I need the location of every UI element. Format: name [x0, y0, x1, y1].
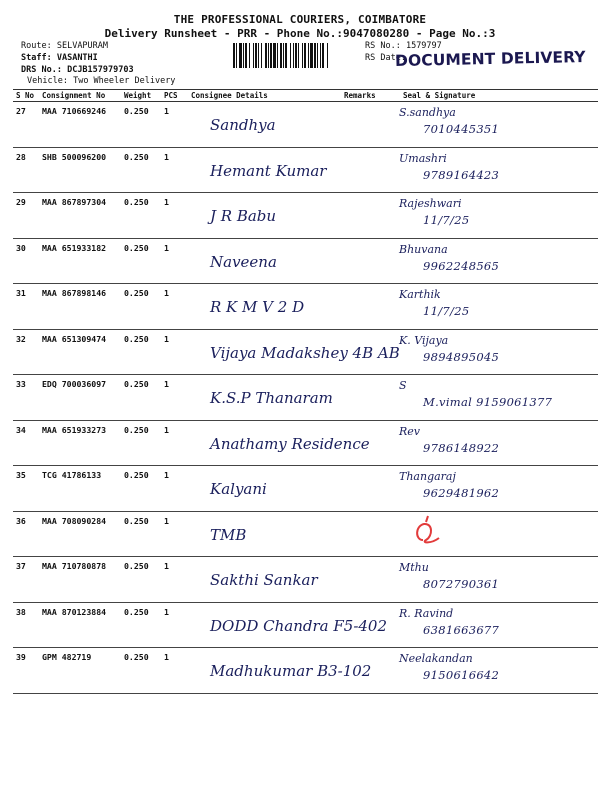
signature-cell	[381, 511, 598, 557]
signature-cell	[381, 329, 598, 375]
red-scribble-mark	[409, 514, 449, 550]
sno-cell: 31	[13, 284, 39, 330]
signature-handwriting: Karthik	[399, 288, 441, 301]
signature-cell	[381, 375, 598, 421]
table-row	[13, 284, 598, 330]
drs-label: DRS No.:	[21, 65, 62, 75]
consignee-handwriting: Naveena	[210, 252, 277, 271]
pcs-cell: 1	[161, 147, 188, 193]
table-row	[13, 329, 598, 375]
consignment-cell: MAA 710780878	[39, 557, 121, 603]
sno-cell: 33	[13, 375, 39, 421]
rs-no-value: 1579797	[405, 41, 442, 51]
consignee-handwriting: DODD Chandra F5-402	[210, 616, 388, 635]
consignment-cell: MAA 867897304	[39, 193, 121, 239]
consignee-cell	[188, 557, 341, 603]
pcs-cell: 1	[161, 602, 188, 648]
table-row	[13, 648, 598, 694]
pcs-cell: 1	[161, 648, 188, 694]
remarks-cell	[341, 375, 381, 421]
pcs-cell: 1	[161, 466, 188, 512]
consignee-cell	[188, 147, 341, 193]
signature-phone-handwriting: 9150616642	[423, 668, 500, 682]
signature-phone-handwriting: 11/7/25	[423, 304, 470, 318]
table-row	[13, 102, 598, 148]
weight-cell: 0.250	[121, 648, 161, 694]
consignee-cell	[188, 602, 388, 648]
signature-cell	[381, 602, 598, 648]
signature-handwriting: Thangaraj	[399, 470, 456, 483]
weight-cell: 0.250	[121, 375, 161, 421]
pcs-cell: 1	[161, 238, 188, 284]
route-label: Route:	[21, 41, 52, 51]
signature-cell	[381, 238, 598, 284]
sno-cell: 28	[13, 147, 39, 193]
signature-handwriting: S.sandhya	[399, 106, 456, 119]
signature-handwriting: Bhuvana	[399, 242, 448, 256]
consignee-cell	[188, 284, 341, 330]
remarks-cell	[341, 466, 381, 512]
table-row	[13, 420, 598, 466]
weight-cell: 0.250	[121, 466, 161, 512]
rs-date-label: RS Date:	[365, 53, 406, 63]
pcs-cell: 1	[161, 284, 188, 330]
signature-handwriting: K. Vijaya	[399, 333, 449, 347]
signature-phone-handwriting: 9962248565	[423, 258, 500, 273]
table-row	[13, 511, 598, 557]
table-row	[13, 466, 598, 512]
vehicle-label: Vehicle:	[27, 76, 68, 86]
sno-cell: 37	[13, 557, 39, 603]
consignment-cell: MAA 867898146	[39, 284, 121, 330]
consignee-cell	[188, 329, 400, 375]
sno-cell: 30	[13, 238, 39, 284]
sno-cell: 36	[13, 511, 39, 557]
weight-cell: 0.250	[121, 238, 161, 284]
consignment-cell: SHB 500096200	[39, 147, 121, 193]
col-header-consignment: Consignment No	[39, 90, 121, 102]
signature-handwriting: Rajeshwari	[399, 197, 462, 210]
signature-handwriting: Umashri	[399, 151, 447, 165]
table-row	[13, 193, 598, 239]
runsheet-title: Delivery Runsheet - PRR - Phone No.:9047080280 - Page No.:3	[104, 27, 496, 40]
weight-cell: 0.250	[121, 602, 161, 648]
weight-cell: 0.250	[121, 102, 161, 148]
consignee-cell	[188, 466, 341, 512]
consignee-handwriting: K.S.P Thanaram	[210, 389, 333, 407]
pcs-cell: 1	[161, 511, 188, 557]
remarks-cell	[341, 193, 381, 239]
signature-handwriting: S	[399, 379, 407, 392]
consignee-handwriting: Anathamy Residence	[210, 434, 370, 453]
consignee-cell	[188, 420, 370, 466]
consignment-cell: GPM 482719	[39, 648, 121, 694]
sno-cell: 34	[13, 420, 39, 466]
consignee-handwriting: J R Babu	[210, 207, 277, 225]
col-header-weight: Weight	[121, 90, 161, 102]
signature-handwriting: Rev	[399, 424, 421, 438]
table-row	[13, 147, 598, 193]
signature-handwriting: Neelakandan	[399, 652, 473, 665]
sno-cell: 35	[13, 466, 39, 512]
weight-cell: 0.250	[121, 284, 161, 330]
remarks-cell	[341, 238, 381, 284]
pcs-cell: 1	[161, 329, 188, 375]
signature-cell	[381, 557, 598, 603]
col-header-signature: Seal & Signature	[381, 90, 598, 102]
rs-no-label: RS No.:	[365, 41, 401, 51]
pcs-cell: 1	[161, 193, 188, 239]
consignee-handwriting: TMB	[210, 525, 247, 544]
consignee-cell	[188, 193, 341, 239]
drs-line	[21, 65, 134, 76]
remarks-cell	[341, 102, 381, 148]
signature-cell	[381, 147, 598, 193]
signature-phone-handwriting: 9786148922	[423, 440, 500, 455]
table-header-row	[13, 90, 598, 102]
col-header-pcs: PCS	[161, 90, 188, 102]
signature-cell	[381, 420, 598, 466]
signature-cell	[381, 648, 598, 694]
consignee-cell	[188, 238, 341, 284]
consignment-cell: MAA 651933182	[39, 238, 121, 284]
vehicle-value: Two Wheeler Delivery	[73, 76, 176, 86]
document-delivery-stamp: DOCUMENT DELIVERY	[394, 48, 586, 70]
consignee-handwriting: Sandhya	[210, 116, 276, 134]
signature-phone-handwriting: 8072790361	[423, 577, 500, 591]
pcs-cell: 1	[161, 420, 188, 466]
staff-value: VASANTHI	[56, 53, 98, 63]
consignment-cell: MAA 651933273	[39, 420, 121, 466]
staff-label: Staff:	[21, 53, 52, 63]
remarks-cell	[341, 557, 381, 603]
signature-phone-handwriting: 9629481962	[423, 486, 500, 500]
signature-cell	[381, 284, 598, 330]
consignee-cell	[188, 511, 341, 557]
table-row	[13, 557, 598, 603]
sno-cell: 27	[13, 102, 39, 148]
consignment-cell: MAA 708090284	[39, 511, 121, 557]
consignee-cell	[188, 102, 341, 148]
consignee-cell	[188, 375, 341, 421]
consignee-handwriting: Sakthi Sankar	[210, 571, 318, 589]
weight-cell: 0.250	[121, 511, 161, 557]
col-header-remarks: Remarks	[341, 90, 381, 102]
signature-phone-handwriting: 7010445351	[423, 122, 500, 136]
signature-handwriting: Mthu	[399, 561, 429, 574]
signature-phone-handwriting: 9894895045	[423, 349, 500, 364]
table-row	[13, 602, 598, 648]
consignee-cell	[188, 648, 372, 694]
consignee-handwriting: Vijaya Madakshey 4B AB	[210, 343, 400, 362]
signature-cell	[381, 193, 598, 239]
consignment-cell: TCG 41786133	[39, 466, 121, 512]
sno-cell: 38	[13, 602, 39, 648]
signature-cell	[381, 102, 598, 148]
table-row	[13, 375, 598, 421]
consignee-handwriting: R K M V 2 D	[210, 298, 305, 316]
signature-cell	[381, 466, 598, 512]
barcode-image	[233, 43, 361, 68]
signature-phone-handwriting: M.vimal 9159061377	[423, 395, 553, 409]
remarks-cell	[341, 284, 381, 330]
weight-cell: 0.250	[121, 329, 161, 375]
route-value: SELVAPURAM	[56, 41, 109, 51]
company-title: THE PROFESSIONAL COURIERS, COIMBATORE	[173, 13, 427, 26]
col-header-consignee: Consignee Details	[188, 90, 341, 102]
sno-cell: 29	[13, 193, 39, 239]
signature-handwriting: R. Ravind	[399, 606, 454, 620]
consignee-handwriting: Kalyani	[210, 480, 267, 498]
signature-phone-handwriting: 9789164423	[423, 167, 500, 182]
pcs-cell: 1	[161, 375, 188, 421]
weight-cell: 0.250	[121, 420, 161, 466]
weight-cell: 0.250	[121, 193, 161, 239]
sno-cell: 32	[13, 329, 39, 375]
weight-cell: 0.250	[121, 147, 161, 193]
consignment-cell: MAA 710669246	[39, 102, 121, 148]
pcs-cell: 1	[161, 102, 188, 148]
table-row	[13, 238, 598, 284]
route-line	[21, 41, 108, 52]
vehicle-line	[27, 76, 175, 87]
signature-phone-handwriting: 6381663677	[423, 622, 500, 637]
pcs-cell: 1	[161, 557, 188, 603]
consignee-handwriting: Madhukumar B3-102	[210, 662, 372, 680]
remarks-cell	[341, 511, 381, 557]
consignee-handwriting: Hemant Kumar	[210, 161, 327, 180]
remarks-cell	[341, 147, 381, 193]
col-header-sno: S No	[13, 90, 39, 102]
consignment-cell: EDQ 700036097	[39, 375, 121, 421]
consignment-cell: MAA 870123884	[39, 602, 121, 648]
drs-value: DCJB157979703	[67, 65, 134, 75]
weight-cell: 0.250	[121, 557, 161, 603]
consignment-cell: MAA 651309474	[39, 329, 121, 375]
sno-cell: 39	[13, 648, 39, 694]
signature-phone-handwriting: 11/7/25	[423, 213, 470, 227]
staff-line	[21, 53, 98, 64]
runsheet-table	[13, 89, 598, 694]
